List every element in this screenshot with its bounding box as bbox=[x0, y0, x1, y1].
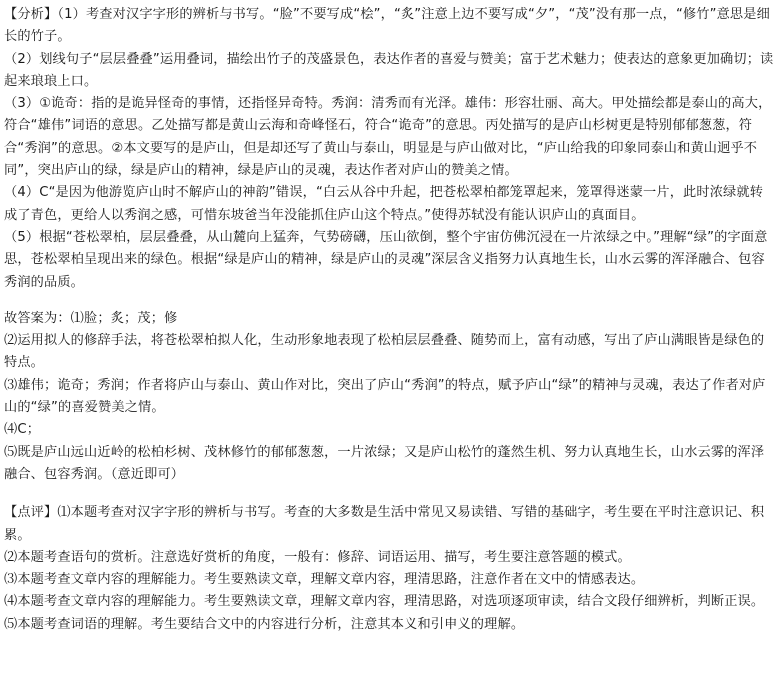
answer-line-1: 故答案为：⑴脸；炙；茂；修 bbox=[4, 310, 178, 326]
analysis-paragraph-4: （4）C“是因为他游览庐山时不解庐山的神韵”错误，“白云从谷中升起，把苍松翠柏都笼罩起来，笼罩得迷蒙一片，此时浓绿就转成了青色，更给人以秀润之感，可惜东坡爸当年没能抓住庐山这个特点。”使得苏轼没有能认识庐山的真面目。 bbox=[4, 185, 764, 223]
answer-line-2: ⑵运用拟人的修辞手法，将苍松翠柏拟人化，生动形象地表现了松柏层层叠叠、随势而上，富有动感，写出了庐山满眼皆是绿色的特点。 bbox=[4, 333, 765, 371]
answer-line-3: ⑶雄伟；诡奇；秀润；作者将庐山与泰山、黄山作对比，突出了庐山“秀润”的特点，赋予庐山“绿”的精神与灵魂，表达了作者对庐山的“绿”的喜爱赞美之情。 bbox=[4, 377, 766, 416]
review-section bbox=[4, 502, 776, 636]
analysis-section bbox=[4, 4, 776, 294]
section-gap bbox=[4, 486, 776, 502]
review-line-1: 【点评】⑴本题考查对汉字字形的辨析与书写。考查的大多数是生活中常见又易读错、写错的基础字，考生要在平时注意识记、积累。 bbox=[4, 505, 765, 543]
review-line-4: ⑷本题考查文章内容的理解能力。考生要熟读文章，理解文章内容，理清思路，对选项逐项审读，结合文段仔细辨析，判断正误。 bbox=[4, 594, 765, 610]
answer-section bbox=[4, 308, 776, 486]
answer-line-5: ⑸既是庐山远山近岭的松柏杉树、茂林修竹的郁郁葱葱，一片浓绿；又是庐山松竹的蓬然生机、努力认真地生长，山水云雾的浑泽融合、包容秀润。（意近即可） bbox=[4, 444, 765, 482]
analysis-paragraph-5: （5）根据“苍松翠柏，层层叠叠，从山麓向上猛奔，气势磅礴，压山欲倒，整个宇宙仿佛沉浸在一片浓绿之中。”理解“绿”的字面意思，苍松翠柏呈现出来的绿色。根据“绿是庐山的精神，绿是庐山的灵魂”深层含义指努力认真地生长，山水云雾的浑泽融合、包容秀润的品质。 bbox=[4, 229, 768, 290]
review-line-5: ⑸本题考查词语的理解。考生要结合文中的内容进行分析，注意其本义和引申义的理解。 bbox=[4, 616, 525, 632]
section-gap bbox=[4, 294, 776, 308]
solution-document bbox=[4, 4, 776, 636]
analysis-paragraph-1: 【分析】（1）考查对汉字字形的辨析与书写。“脸”不要写成“桧”，“炙”注意上边不要写成“夕”，“茂”没有那一点，“修竹”意思是细长的竹子。 bbox=[4, 7, 770, 45]
analysis-paragraph-3: （3）①诡奇：指的是诡异怪奇的事情，还指怪异奇特。秀润：清秀而有光泽。雄伟：形容壮丽、高大。甲处描绘都是泰山的高大，符合“雄伟”词语的意思。乙处描写都是黄山云海和奇峰怪石，符合“诡奇”的意思。丙处描写的是庐山杉树更是特别郁郁葱葱，符合“秀润”的意思。②本文要写的是庐山，但是却还写了黄山与泰山，明显是与庐山做对比，“庐山给我的印象同泰山和黄山迥乎不同”，突出庐山的绿，绿是庐山的精神，绿是庐山的灵魂，表达作者对庐山的赞美之情。 bbox=[4, 96, 772, 179]
review-line-3: ⑶本题考查文章内容的理解能力。考生要熟读文章，理解文章内容，理清思路，注意作者在文中的情感表达。 bbox=[4, 572, 645, 588]
review-line-2: ⑵本题考查语句的赏析。注意选好赏析的角度，一般有：修辞、词语运用、描写，考生要注意答题的模式。 bbox=[4, 549, 631, 565]
analysis-paragraph-2: （2）划线句子“层层叠叠”运用叠词，描绘出竹子的茂盛景色，表达作者的喜爱与赞美；富于艺术魅力；使表达的意象更加确切；读起来琅琅上口。 bbox=[4, 51, 774, 89]
answer-line-4: ⑷C； bbox=[4, 422, 41, 438]
